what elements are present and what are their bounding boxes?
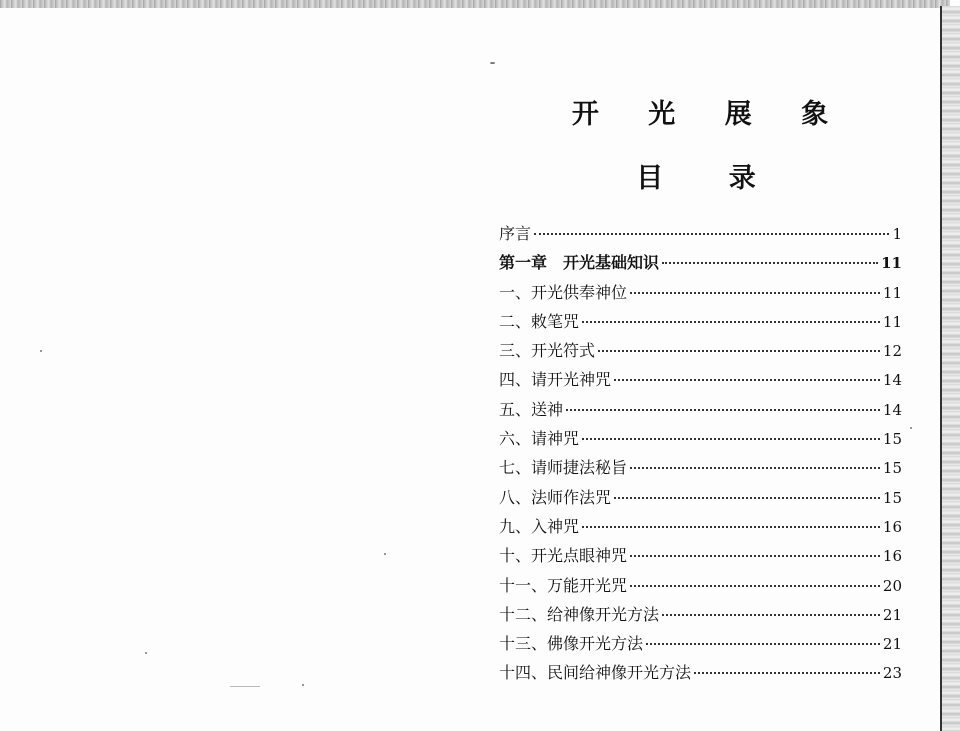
toc-entry-page: 15 — [882, 430, 902, 449]
toc-entry-page: 21 — [882, 605, 902, 624]
toc-entry — [499, 660, 902, 689]
toc-entry-page: 12 — [882, 342, 902, 361]
toc-entry-label: 十一、万能开光咒 — [499, 575, 628, 595]
toc-entry-page: 14 — [882, 371, 902, 390]
toc-entry — [499, 573, 902, 602]
toc-entry — [499, 543, 902, 572]
toc-entry-page: 16 — [882, 517, 902, 536]
toc-entry-label: 五、送神 — [499, 399, 564, 419]
toc-entry-label: 一、开光供奉神位 — [499, 282, 628, 302]
toc-entry — [499, 514, 902, 543]
toc-entry — [499, 397, 902, 426]
book-title: 开 光 展 象 — [571, 99, 849, 130]
toc-entry-label: 十三、佛像开光方法 — [499, 634, 644, 654]
toc-entry — [499, 455, 902, 484]
toc-entry-label: 三、开光符式 — [499, 341, 596, 361]
toc-entry-page: 1 — [892, 225, 902, 243]
toc-dot-leader — [534, 233, 889, 235]
toc-entry-label: 八、法师作法咒 — [499, 487, 612, 507]
scan-speck — [384, 553, 386, 555]
toc-entry-page: 15 — [882, 459, 902, 478]
toc-dot-leader — [630, 292, 880, 294]
toc-dot-leader — [630, 467, 880, 469]
toc-dot-leader — [662, 614, 880, 616]
toc-entry-label: 九、入神咒 — [499, 516, 580, 536]
toc-entry — [499, 221, 902, 250]
toc-dot-leader — [662, 262, 878, 264]
toc-entry-page: 11 — [882, 283, 902, 302]
toc-entry-page: 11 — [881, 254, 902, 273]
toc-dot-leader — [582, 526, 880, 528]
toc-entry — [499, 250, 902, 279]
toc-entry — [499, 426, 902, 455]
toc-entry-page: 16 — [882, 547, 902, 566]
toc-entry-label: 四、请开光神咒 — [499, 370, 612, 390]
toc-dot-leader — [614, 497, 880, 499]
toc-dot-leader — [630, 555, 880, 557]
toc-dot-leader — [630, 585, 880, 587]
table-of-contents — [499, 221, 902, 690]
toc-entry — [499, 367, 902, 396]
toc-entry-label: 第一章 开光基础知识 — [499, 253, 660, 273]
toc-dot-leader — [566, 409, 880, 411]
toc-entry — [499, 631, 902, 660]
scan-speck — [230, 686, 260, 687]
toc-heading: 目 录 — [636, 163, 784, 194]
toc-entry-page: 21 — [882, 635, 902, 654]
scan-speck — [40, 350, 42, 352]
scan-top-edge — [0, 0, 950, 8]
toc-entry — [499, 280, 902, 309]
scan-speck — [910, 427, 912, 429]
toc-entry-label: 十、开光点眼神咒 — [499, 546, 628, 566]
toc-dot-leader — [694, 672, 880, 674]
toc-entry-page: 14 — [882, 400, 902, 419]
toc-entry-label: 六、请神咒 — [499, 429, 580, 449]
toc-entry-page: 11 — [882, 312, 902, 331]
toc-entry — [499, 338, 902, 367]
scan-speck — [490, 62, 495, 64]
toc-dot-leader — [582, 321, 880, 323]
toc-entry-page: 15 — [882, 488, 902, 507]
toc-entry — [499, 309, 902, 338]
toc-entry-page: 20 — [882, 576, 902, 595]
scan-right-edge — [940, 6, 960, 731]
toc-dot-leader — [582, 438, 880, 440]
scan-speck — [145, 652, 147, 654]
toc-entry-label: 七、请师捷法秘旨 — [499, 458, 628, 478]
toc-entry — [499, 485, 902, 514]
toc-entry — [499, 602, 902, 631]
toc-dot-leader — [646, 643, 880, 645]
toc-dot-leader — [614, 379, 880, 381]
toc-dot-leader — [598, 350, 880, 352]
toc-entry-page: 23 — [882, 664, 902, 683]
scan-speck — [302, 684, 304, 686]
toc-entry-label: 二、敕笔咒 — [499, 311, 580, 331]
toc-entry-label: 序言 — [499, 224, 532, 243]
toc-entry-label: 十二、给神像开光方法 — [499, 604, 660, 624]
toc-entry-label: 十四、民间给神像开光方法 — [499, 663, 692, 683]
